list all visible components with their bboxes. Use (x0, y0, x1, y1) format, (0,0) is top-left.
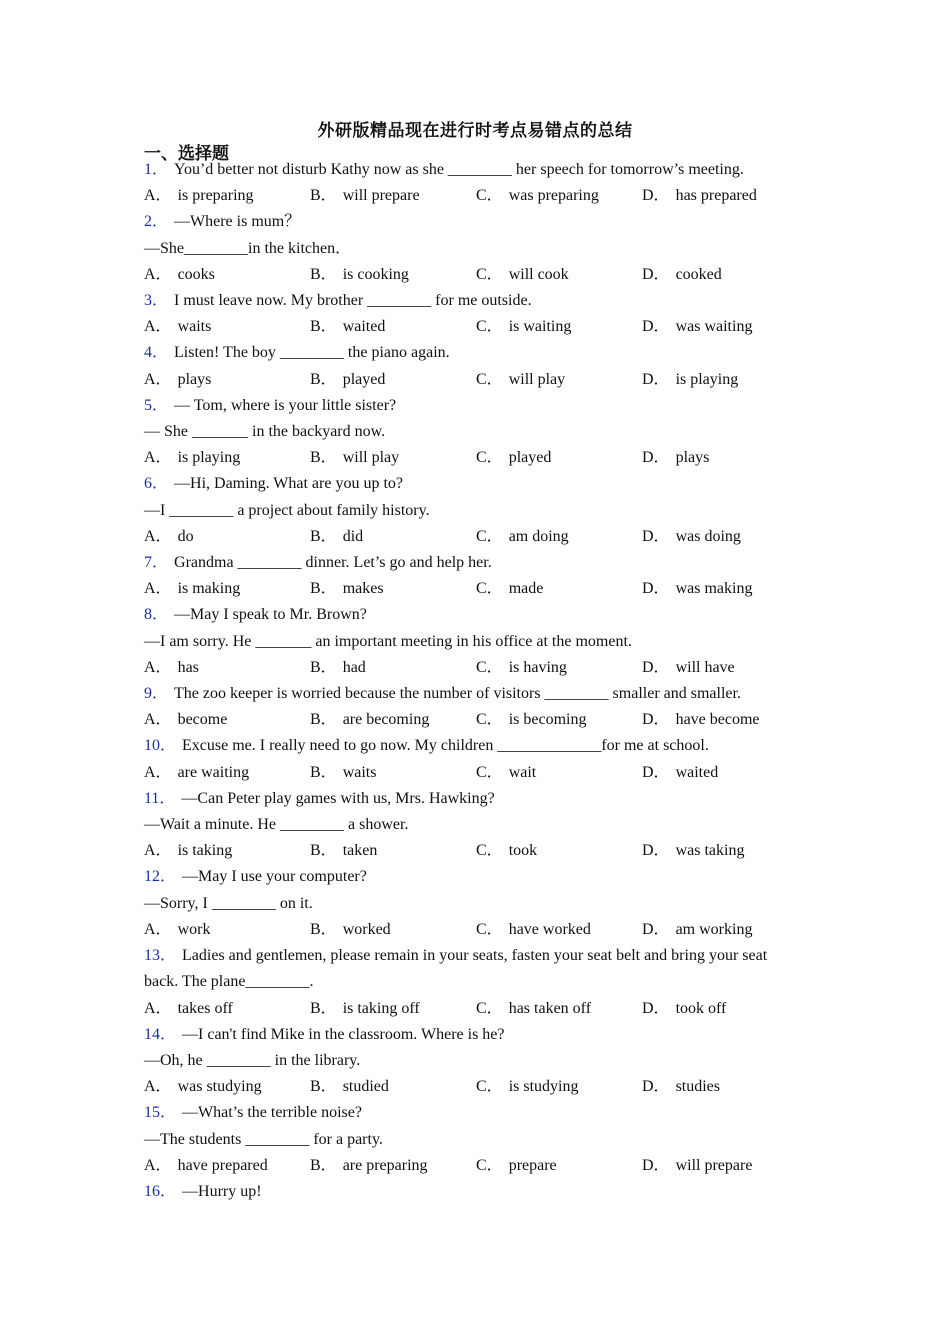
option-text: was doing (675, 527, 741, 545)
option-label: D． (642, 265, 670, 283)
option-label: C． (476, 527, 503, 545)
option-text: played (342, 370, 386, 388)
option-label: D． (642, 711, 670, 729)
option-text: waited (342, 318, 386, 336)
option-label: C． (476, 658, 503, 676)
option-text: will play (342, 449, 400, 467)
question-line: —I ________ a project about family history. (144, 501, 430, 519)
option-d (642, 1153, 802, 1179)
option-label: B． (310, 920, 337, 938)
question-stem (144, 1100, 804, 1126)
option-label: D． (642, 1156, 670, 1174)
question-item (144, 340, 804, 392)
option-text: has taken off (508, 999, 592, 1017)
option-row (144, 1153, 804, 1179)
option-d (642, 445, 802, 471)
option-d (642, 367, 802, 393)
option-label: B． (310, 999, 337, 1017)
option-label: C． (476, 1156, 503, 1174)
option-text: are preparing (342, 1156, 428, 1174)
question-line: — She _______ in the backyard now. (144, 423, 386, 441)
option-d (642, 707, 802, 733)
option-text: did (342, 527, 364, 545)
option-text: are waiting (177, 763, 250, 781)
question-text: —I can't find Mike in the classroom. Where is he? (182, 1025, 505, 1043)
option-text: have prepared (177, 1156, 268, 1174)
option-a (144, 655, 310, 681)
option-text: makes (342, 580, 384, 598)
question-number: 8． (144, 606, 169, 624)
question-text: Excuse me. I really need to go now. My children _____________for me at school. (182, 737, 709, 755)
option-row (144, 367, 804, 393)
option-text: plays (675, 449, 710, 467)
option-label: D． (642, 580, 670, 598)
option-text: was making (675, 580, 753, 598)
option-text: studies (675, 1078, 721, 1096)
question-text: Listen! The boy ________ the piano again. (174, 344, 450, 362)
question-item (144, 1022, 804, 1101)
question-text: I must leave now. My brother ________ for me outside. (174, 292, 532, 310)
option-label: A． (144, 187, 172, 205)
option-label: C． (476, 711, 503, 729)
option-b (310, 183, 476, 209)
option-text: has prepared (675, 187, 757, 205)
option-label: B． (310, 580, 337, 598)
question-item (144, 602, 804, 681)
option-c (476, 917, 642, 943)
option-text: cooked (675, 265, 722, 283)
option-a (144, 262, 310, 288)
question-stem (144, 1179, 804, 1205)
option-c (476, 655, 642, 681)
option-c (476, 367, 642, 393)
question-number: 3． (144, 292, 169, 310)
question-text: —Hurry up! (182, 1182, 262, 1200)
option-text: is taking off (342, 999, 420, 1017)
question-item (144, 157, 804, 209)
option-label: D． (642, 370, 670, 388)
question-number: 10． (144, 737, 177, 755)
option-a (144, 996, 310, 1022)
option-text: is cooking (342, 265, 409, 283)
option-label: D． (642, 318, 670, 336)
option-text: will prepare (675, 1156, 753, 1174)
option-b (310, 760, 476, 786)
option-a (144, 367, 310, 393)
option-b (310, 1074, 476, 1100)
question-item (144, 393, 804, 472)
option-text: was taking (675, 842, 745, 860)
question-text: —May I use your computer? (182, 868, 367, 886)
option-label: D． (642, 658, 670, 676)
option-text: was studying (177, 1078, 262, 1096)
option-label: A． (144, 370, 172, 388)
option-row (144, 262, 804, 288)
option-text: will prepare (342, 187, 420, 205)
option-text: will play (508, 370, 566, 388)
option-label: A． (144, 318, 172, 336)
option-text: cooks (177, 265, 215, 283)
option-label: C． (476, 265, 503, 283)
question-number: 15． (144, 1104, 177, 1122)
option-c (476, 314, 642, 340)
question-number: 6． (144, 475, 169, 493)
option-c (476, 524, 642, 550)
option-text: is having (508, 658, 567, 676)
question-number: 7． (144, 554, 169, 572)
question-stem (144, 157, 804, 183)
question-number: 2． (144, 213, 169, 231)
question-item (144, 550, 804, 602)
question-stem (144, 1022, 804, 1048)
question-number: 14． (144, 1025, 177, 1043)
option-text: become (177, 711, 228, 729)
option-b (310, 996, 476, 1022)
option-text: will cook (508, 265, 569, 283)
option-d (642, 838, 802, 864)
question-stem (144, 340, 804, 366)
option-text: is playing (177, 449, 241, 467)
option-b (310, 838, 476, 864)
question-item (144, 471, 804, 550)
option-a (144, 576, 310, 602)
option-label: A． (144, 265, 172, 283)
option-label: C． (476, 999, 503, 1017)
option-label: D． (642, 187, 670, 205)
option-text: waits (177, 318, 212, 336)
option-c (476, 1074, 642, 1100)
option-text: work (177, 920, 211, 938)
question-number: 5． (144, 396, 169, 414)
option-c (476, 576, 642, 602)
option-label: B． (310, 370, 337, 388)
option-d (642, 1074, 802, 1100)
question-number: 9． (144, 685, 169, 703)
option-label: C． (476, 842, 503, 860)
option-text: is becoming (508, 711, 587, 729)
question-item (144, 1100, 804, 1179)
option-text: was preparing (508, 187, 599, 205)
question-text: —May I speak to Mr. Brown? (174, 606, 367, 624)
option-label: A． (144, 711, 172, 729)
question-text: —Can Peter play games with us, Mrs. Hawking? (181, 789, 495, 807)
option-row (144, 917, 804, 943)
option-label: C． (476, 920, 503, 938)
option-label: B． (310, 449, 337, 467)
option-b (310, 367, 476, 393)
option-c (476, 760, 642, 786)
option-text: took (508, 842, 538, 860)
option-label: D． (642, 763, 670, 781)
option-c (476, 707, 642, 733)
option-text: have become (675, 711, 760, 729)
option-text: had (342, 658, 366, 676)
option-label: A． (144, 999, 172, 1017)
option-label: D． (642, 527, 670, 545)
option-b (310, 314, 476, 340)
option-row (144, 996, 804, 1022)
option-text: taken (342, 842, 378, 860)
option-row (144, 314, 804, 340)
question-line: —Oh, he ________ in the library. (144, 1051, 361, 1069)
option-text: is waiting (508, 318, 572, 336)
option-label: C． (476, 187, 503, 205)
option-label: B． (310, 658, 337, 676)
question-number: 13． (144, 947, 177, 965)
option-text: waited (675, 763, 719, 781)
question-number: 1． (144, 161, 169, 178)
option-a (144, 707, 310, 733)
question-list (144, 157, 804, 1205)
question-line: —Sorry, I ________ on it. (144, 894, 313, 912)
option-row (144, 576, 804, 602)
option-text: do (177, 527, 194, 545)
question-number: 12． (144, 868, 177, 886)
option-text: wait (508, 763, 537, 781)
option-label: A． (144, 920, 172, 938)
question-item (144, 288, 804, 340)
option-label: B． (310, 265, 337, 283)
option-c (476, 1153, 642, 1179)
option-text: worked (342, 920, 391, 938)
option-label: B． (310, 527, 337, 545)
option-c (476, 183, 642, 209)
question-text: —Where is mum？ (174, 213, 301, 231)
question-text: —Hi, Daming. What are you up to? (174, 475, 403, 493)
question-stem (144, 550, 804, 576)
option-b (310, 524, 476, 550)
question-number: 4． (144, 344, 169, 362)
option-text: is preparing (177, 187, 254, 205)
option-text: plays (177, 370, 212, 388)
question-line: —The students ________ for a party. (144, 1130, 383, 1148)
option-label: B． (310, 711, 337, 729)
question-line: —Wait a minute. He ________ a shower. (144, 816, 409, 834)
option-a (144, 445, 310, 471)
question-text: Grandma ________ dinner. Let’s go and help her. (174, 554, 492, 572)
option-label: B． (310, 318, 337, 336)
option-row (144, 183, 804, 209)
option-label: A． (144, 658, 172, 676)
option-text: prepare (508, 1156, 557, 1174)
option-text: is taking (177, 842, 233, 860)
question-item (144, 943, 804, 1022)
option-row (144, 760, 804, 786)
option-a (144, 314, 310, 340)
option-row (144, 445, 804, 471)
question-line: —She________in the kitchen． (144, 239, 352, 257)
option-a (144, 183, 310, 209)
option-text: am working (675, 920, 753, 938)
option-text: takes off (177, 999, 233, 1017)
option-label: A． (144, 1156, 172, 1174)
option-text: have worked (508, 920, 591, 938)
option-a (144, 917, 310, 943)
option-text: took off (675, 999, 727, 1017)
question-stem (144, 602, 804, 628)
option-c (476, 838, 642, 864)
option-d (642, 262, 802, 288)
question-stem (144, 864, 804, 890)
option-text: has (177, 658, 199, 676)
option-text: waits (342, 763, 377, 781)
page-title: 外研版精品现在进行时考点易错点的总结 (317, 121, 633, 141)
option-label: A． (144, 842, 172, 860)
option-row (144, 838, 804, 864)
option-label: C． (476, 318, 503, 336)
option-text: made (508, 580, 544, 598)
option-label: D． (642, 1078, 670, 1096)
question-item (144, 209, 804, 288)
option-row (144, 1074, 804, 1100)
option-label: D． (642, 842, 670, 860)
option-d (642, 996, 802, 1022)
option-d (642, 655, 802, 681)
option-a (144, 1153, 310, 1179)
option-label: B． (310, 842, 337, 860)
option-b (310, 576, 476, 602)
option-text: is playing (675, 370, 739, 388)
question-stem (144, 471, 804, 497)
option-b (310, 655, 476, 681)
option-a (144, 838, 310, 864)
question-stem (144, 209, 804, 235)
option-label: A． (144, 449, 172, 467)
question-number: 11． (144, 789, 176, 807)
option-label: C． (476, 1078, 503, 1096)
option-label: D． (642, 920, 670, 938)
question-stem (144, 288, 804, 314)
question-stem (144, 681, 804, 707)
option-b (310, 445, 476, 471)
question-text: The zoo keeper is worried because the number of visitors ________ smaller and smaller. (174, 685, 741, 703)
option-row (144, 524, 804, 550)
question-text: Ladies and gentlemen, please remain in your seats, fasten your seat belt and bring your seat back. The plane________. (144, 947, 768, 991)
question-stem (144, 943, 804, 995)
option-label: A． (144, 580, 172, 598)
option-row (144, 655, 804, 681)
option-label: B． (310, 187, 337, 205)
option-d (642, 183, 802, 209)
option-label: A． (144, 763, 172, 781)
option-b (310, 917, 476, 943)
question-text: —What’s the terrible noise? (182, 1104, 362, 1122)
option-d (642, 576, 802, 602)
option-text: played (508, 449, 552, 467)
option-c (476, 996, 642, 1022)
option-b (310, 262, 476, 288)
option-a (144, 1074, 310, 1100)
option-a (144, 760, 310, 786)
question-item (144, 786, 804, 865)
option-text: will have (675, 658, 735, 676)
option-text: are becoming (342, 711, 430, 729)
option-label: A． (144, 527, 172, 545)
question-text: You’d better not disturb Kathy now as she ________ her speech for tomorrow’s meeting. (174, 161, 744, 178)
question-text: — Tom, where is your little sister? (174, 396, 397, 414)
option-c (476, 262, 642, 288)
option-label: C． (476, 449, 503, 467)
option-label: D． (642, 449, 670, 467)
option-label: C． (476, 370, 503, 388)
question-item (144, 864, 804, 943)
question-stem (144, 733, 804, 759)
option-label: B． (310, 1078, 337, 1096)
question-item (144, 1179, 804, 1205)
option-label: C． (476, 763, 503, 781)
option-row (144, 707, 804, 733)
option-text: is studying (508, 1078, 579, 1096)
option-c (476, 445, 642, 471)
option-text: is making (177, 580, 241, 598)
option-label: C． (476, 580, 503, 598)
question-item (144, 733, 804, 785)
option-text: am doing (508, 527, 569, 545)
option-text: studied (342, 1078, 389, 1096)
option-d (642, 314, 802, 340)
question-number: 16． (144, 1182, 177, 1200)
option-label: A． (144, 1078, 172, 1096)
option-text: was waiting (675, 318, 753, 336)
option-label: B． (310, 1156, 337, 1174)
question-line: —I am sorry. He _______ an important meeting in his office at the moment. (144, 632, 632, 650)
option-label: D． (642, 999, 670, 1017)
option-d (642, 917, 802, 943)
option-label: B． (310, 763, 337, 781)
question-item (144, 681, 804, 733)
section-heading: 一、选择题 (144, 144, 229, 164)
option-b (310, 707, 476, 733)
question-stem (144, 393, 804, 419)
option-a (144, 524, 310, 550)
option-d (642, 524, 802, 550)
option-b (310, 1153, 476, 1179)
option-d (642, 760, 802, 786)
question-stem (144, 786, 804, 812)
